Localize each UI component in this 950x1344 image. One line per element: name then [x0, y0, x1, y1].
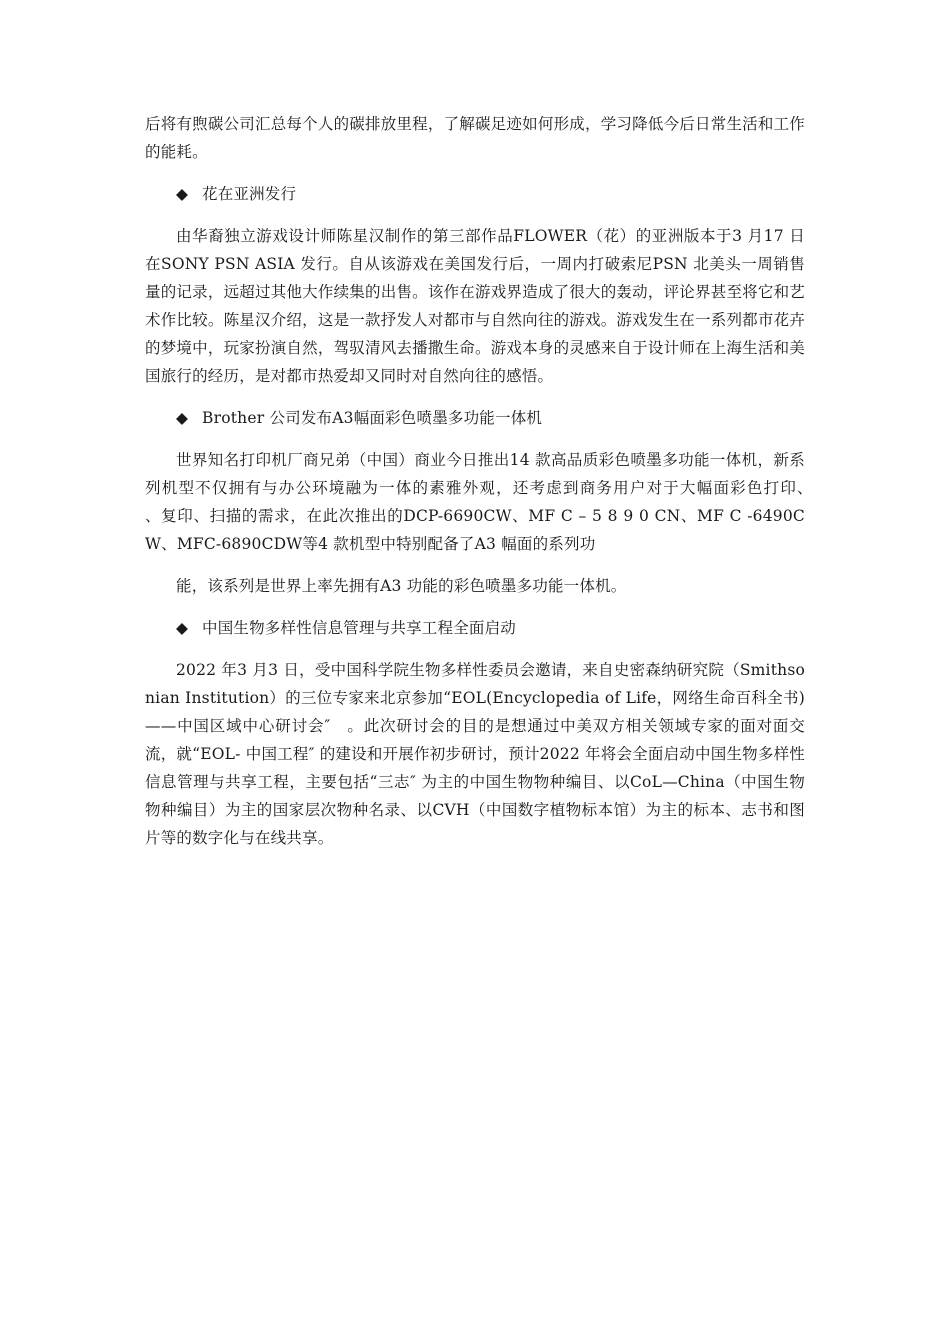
- paragraph-carbon-tail: 后将有煦碳公司汇总每个人的碳排放里程，了解碳足迹如何形成，学习降低今后日常生活和工作的能耗。: [145, 115, 805, 161]
- diamond-bullet-icon: ◆: [176, 409, 189, 427]
- paragraph-flower: 由华裔独立游戏设计师陈星汉制作的第三部作品FLOWER（花）的亚洲版本于3 月17 日在SONY PSN ASIA 发行。自从该游戏在美国发行后，一周内打破索尼PSN 北美头一周销售量的记录，远超过其他大作续集的出售。该作在游戏界造成了很大的轰动，评论界甚至将它和艺术作比较。陈星汉介绍，这是一款抒发人对都市与自然向往的游戏。游戏发生在一系列都市花卉的梦境中，玩家扮演自然，驾驭清风去播撒生命。游戏本身的灵感来自于设计师在上海生活和美国旅行的经历，是对都市热爱却又同时对自然向往的感悟。: [145, 227, 805, 385]
- heading-biodiversity-text: 中国生物多样性信息管理与共享工程全面启动: [202, 619, 517, 637]
- heading-biodiversity: [145, 614, 805, 642]
- heading-brother: [145, 404, 805, 432]
- diamond-bullet-icon: ◆: [176, 185, 189, 203]
- paragraph-biodiversity: 2022 年3 月3 日，受中国科学院生物多样性委员会邀请，来自史密森纳研究院（Smithsonian Institution）的三位专家来北京参加“EOL(Encyclopedia of Life，网络生命百科全书)——中国区域中心研讨会″ 。此次研讨会的目的是想通过中美双方相关领域专家的面对面交流，就“EOL- 中国工程″ 的建设和开展作初步研讨，预计2022 年将会全面启动中国生物多样性信息管理与共享工程，主要包括“三志″ 为主的中国生物物种编目、以CoL—China（中国生物物种编目）为主的国家层次物种名录、以CVH（中国数字植物标本馆）为主的标本、志书和图片等的数字化与在线共享。: [145, 661, 805, 847]
- heading-flower-text: 花在亚洲发行: [202, 185, 297, 203]
- document-page: [145, 110, 837, 852]
- paragraph-brother: 世界知名打印机厂商兄弟（中国）商业今日推出14 款高品质彩色喷墨多功能一体机，新系列机型不仅拥有与办公环境融为一体的素雅外观，还考虑到商务用户对于大幅面彩色打印、 、复印、扫描的需求，在此次推出的DCP-6690CW、MF C – 5 8 9 0 CN、MF C -6490CW、MFC-6890CDW等4 款机型中特别配备了A3 幅面的系列功: [145, 451, 837, 553]
- heading-brother-text: Brother 公司发布A3幅面彩色喷墨多功能一体机: [202, 409, 543, 427]
- diamond-bullet-icon: ◆: [176, 619, 189, 637]
- heading-flower: [145, 180, 805, 208]
- paragraph-brother-cont: 能，该系列是世界上率先拥有A3 功能的彩色喷墨多功能一体机。: [176, 577, 627, 595]
